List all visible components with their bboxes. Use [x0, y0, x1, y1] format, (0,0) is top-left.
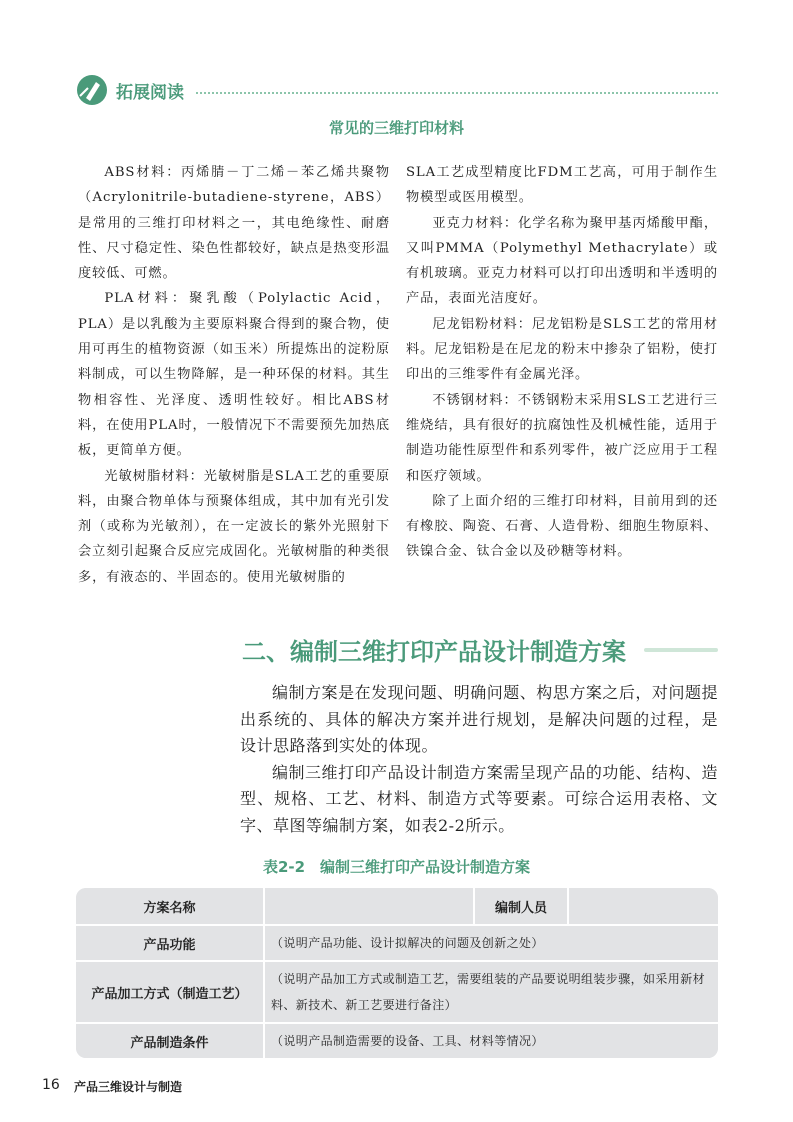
- paragraph-nylon: 尼龙铝粉材料：尼龙铝粉是SLS工艺的常用材料。尼龙铝粉是在尼龙的粉末中掺杂了铝粉，使打印出的三维零件有金属光泽。: [406, 316, 718, 383]
- table-header-cell: 产品制造条件: [76, 1023, 264, 1058]
- table-row: [76, 961, 718, 1023]
- table-header-cell: 方案名称: [76, 888, 264, 925]
- table-cell: （说明产品功能、设计拟解决的问题及创新之处）: [264, 925, 718, 961]
- table-header-cell: 产品加工方式（制造工艺）: [76, 961, 264, 1023]
- table-header-cell: 编制人员: [474, 888, 568, 925]
- table-row: [76, 888, 718, 925]
- dotted-divider: [196, 92, 718, 94]
- author-cell: [568, 888, 718, 925]
- paragraph-others: 除了上面介绍的三维打印材料，目前用到的还有橡胶、陶瓷、石膏、人造骨粉、细胞生物原料、铁镍合金、钛合金以及砂糖等材料。: [406, 493, 718, 560]
- section-title-line: [644, 648, 718, 652]
- section-body: [240, 680, 718, 839]
- paragraph-resin: 光敏树脂材料：光敏树脂是SLA工艺的重要原料，由聚合物单体与预聚体组成，其中加有光引发剂（或称为光敏剂），在一定波长的紫外光照射下会立刻引起聚合反应完成固化。光敏树脂的种类很多，有液态的、半固态的。使用光敏树脂的: [78, 468, 390, 585]
- table-cell: （说明产品加工方式或制造工艺，需要组装的产品要说明组装步骤，如采用新材料、新技术、新工艺要进行备注）: [264, 961, 718, 1023]
- paragraph-acrylic: 亚克力材料：化学名称为聚甲基丙烯酸甲酯，又叫PMMA（Polymethyl Methacrylate）或有机玻璃。亚克力材料可以打印出透明和半透明的产品，表面光洁度好。: [406, 215, 718, 307]
- box-title: 常见的三维打印材料: [328, 119, 464, 137]
- paragraph-pla: PLA材料：聚乳酸（Polylactic Acid，PLA）是以乳酸为主要原料聚合得到的聚合物，使用可再生的植物资源（如玉米）所提炼出的淀粉原料制成，可以生物降解，是一种环保的材料。其生物相容性、光泽度、透明性较好。相比ABS材料，在使用PLA时，一般情况下不需要预先加热底板，更简单方便。: [78, 291, 390, 459]
- reading-right-column: [406, 160, 718, 565]
- table-row: [76, 1023, 718, 1058]
- table-row: [76, 925, 718, 961]
- paragraph: 编制方案是在发现问题、明确问题、构思方案之后，对问题提出系统的、具体的解决方案并进行规划，是解决问题的过程，是设计思路落到实处的体现。: [240, 683, 718, 755]
- page-number: 16: [42, 1077, 60, 1093]
- paragraph-resin-cont: SLA工艺成型精度比FDM工艺高，可用于制作生物模型或医用模型。: [406, 165, 718, 206]
- table-header-cell: 产品功能: [76, 925, 264, 961]
- paragraph-steel: 不锈钢材料：不锈钢粉末采用SLS工艺进行三维烧结，具有很好的抗腐蚀性及机械性能，适用于制造功能性原型件和系列零件，被广泛应用于工程和医疗领域。: [406, 392, 718, 484]
- extended-reading-title: 拓展阅读: [116, 83, 184, 103]
- book-title: 产品三维设计与制造: [74, 1080, 183, 1094]
- paragraph: 编制三维打印产品设计制造方案需呈现产品的功能、结构、造型、规格、工艺、材料、制造方式等要素。可综合运用表格、文字、草图等编制方案，如表2-2所示。: [240, 762, 718, 835]
- table-cell: （说明产品制造需要的设备、工具、材料等情况）: [264, 1023, 718, 1058]
- design-plan-table: [76, 888, 718, 1058]
- section-title: 二、编制三维打印产品设计制造方案: [242, 638, 626, 666]
- table-caption: 表2-2 编制三维打印产品设计制造方案: [262, 858, 531, 876]
- paragraph-abs: ABS材料：丙烯腈－丁二烯－苯乙烯共聚物（Acrylonitrile-butadiene-styrene，ABS）是常用的三维打印材料之一，其电绝缘性、耐磨性、尺寸稳定性、染色性都较好，缺点是热变形温度较低、可燃。: [78, 165, 390, 282]
- reading-left-column: [78, 160, 390, 590]
- plan-name-cell: [264, 888, 474, 925]
- pencil-icon: [76, 74, 108, 106]
